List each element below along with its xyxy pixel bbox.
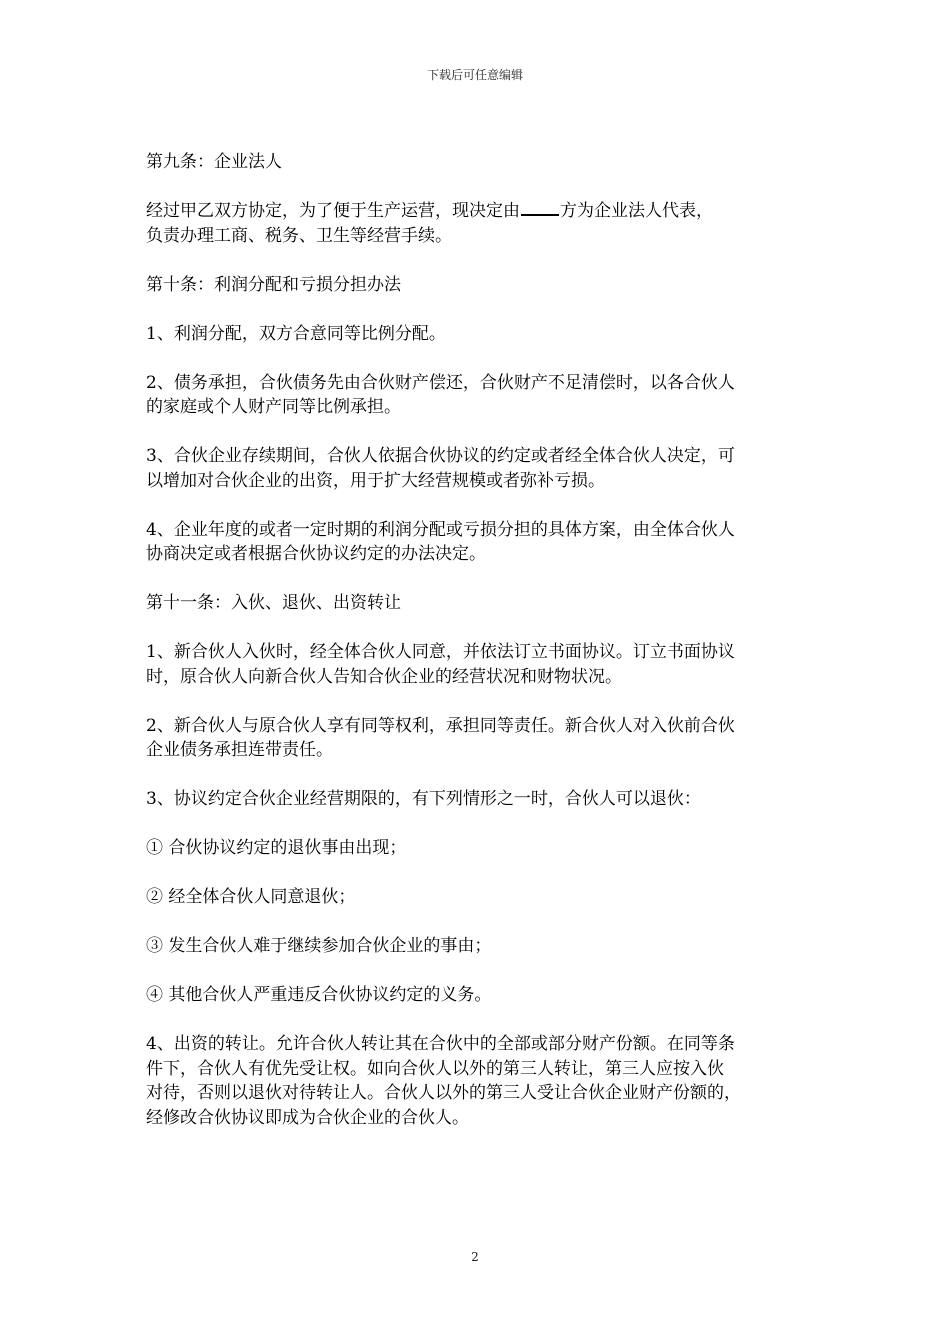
fill-in-blank <box>521 200 559 216</box>
document-body <box>146 150 814 1155</box>
article-9-line-1: 经过甲乙双方协定，为了便于生产运营，现决定由 方为企业法人代表， <box>146 201 713 221</box>
article-11-item-1: 1、新合伙人入伙时，经全体合伙人同意，并依法订立书面协议。订立书面协议 时，原合伙人向新合伙人告知合伙企业的经营状况和财物状况。 <box>146 642 735 687</box>
article-10-title: 第十条：利润分配和亏损分担办法 <box>146 274 401 295</box>
article-10-item-2: 2、债务承担，合伙债务先由合伙财产偿还，合伙财产不足清偿时，以各合伙人 的家庭或个人财产同等比例承担。 <box>146 372 735 417</box>
page-header: 下载后可任意编辑 <box>426 68 523 82</box>
article-9-title: 第九条：企业法人 <box>146 152 282 172</box>
article-10-item-4: 4、企业年度的或者一定时期的利润分配或亏损分担的具体方案，由全体合伙人 协商决定或者根据合伙协议约定的办法决定。 <box>146 519 735 564</box>
article-11-item-3: 3、协议约定合伙企业经营期限的，有下列情形之一时，合伙人可以退伙： <box>146 789 701 809</box>
withdrawal-condition-3: ③ 发生合伙人难于继续参加合伙企业的事由； <box>146 936 492 956</box>
article-11-item-2: 2、新合伙人与原合伙人享有同等权利，承担同等责任。新合伙人对入伙前合伙 企业债务承担连带责任。 <box>146 715 735 760</box>
article-9-line-2: 负责办理工商、税务、卫生等经营手续。 <box>146 225 452 246</box>
withdrawal-condition-2: ② 经全体合伙人同意退伙； <box>146 887 356 907</box>
page-number: 2 <box>471 1250 479 1264</box>
article-11-item-4: 4、出资的转让。允许合伙人转让其在合伙中的全部或部分财产份额。在同等条 件下，合伙人有优先受让权。如向合伙人以外的第三人转让，第三人应按入伙 对待，否则以退伙对待转让人。合伙人以外的第三人受让合伙企业财产份额的， 经修改合伙协议即成为合伙企业的合伙人。 <box>146 1034 741 1128</box>
article-9-paragraph <box>146 199 814 248</box>
withdrawal-condition-1: ① 合伙协议约定的退伙事由出现； <box>146 838 407 858</box>
withdrawal-condition-4: ④ 其他合伙人严重违反合伙协议约定的义务。 <box>146 985 492 1005</box>
article-11-title: 第十一条：入伙、退伙、出资转让 <box>146 593 401 613</box>
article-10-item-1: 1、利润分配，双方合意同等比例分配。 <box>146 323 446 344</box>
article-10-item-3: 3、合伙企业存续期间，合伙人依据合伙协议的约定或者经全体合伙人决定，可 以增加对合伙企业的出资，用于扩大经营规模或者弥补亏损。 <box>146 446 735 491</box>
